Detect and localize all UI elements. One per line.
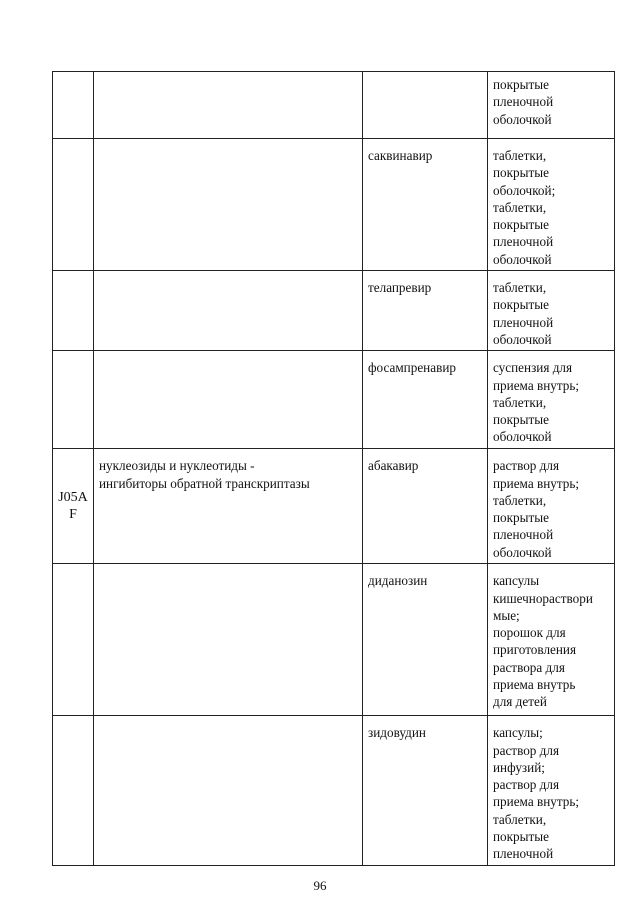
form-cell: раствор для приема внутрь; таблетки, покрытые пленочной оболочкой <box>488 449 615 564</box>
form-cell: суспензия для приема внутрь; таблетки, покрытые оболочкой <box>488 351 615 449</box>
table-row <box>53 351 615 449</box>
drug-cell: зидовудин <box>363 716 488 866</box>
table-row <box>53 564 615 716</box>
code-cell <box>53 72 94 139</box>
drug-cell: абакавир <box>363 449 488 564</box>
drug-cell: телапревир <box>363 271 488 351</box>
group-cell <box>94 351 363 449</box>
drug-table <box>52 71 615 866</box>
code-cell <box>53 271 94 351</box>
code-cell: J05A F <box>53 449 94 564</box>
table-row <box>53 271 615 351</box>
drug-cell: саквинавир <box>363 139 488 271</box>
code-cell <box>53 716 94 866</box>
table-row <box>53 139 615 271</box>
drug-cell: фосампренавир <box>363 351 488 449</box>
group-cell <box>94 72 363 139</box>
group-cell <box>94 564 363 716</box>
form-cell: капсулы кишечнораствори мые; порошок для приготовления раствора для приема внутрь для детей <box>488 564 615 716</box>
code-cell <box>53 139 94 271</box>
code-cell <box>53 351 94 449</box>
table-row <box>53 716 615 866</box>
table-row <box>53 72 615 139</box>
code-cell <box>53 564 94 716</box>
group-cell <box>94 271 363 351</box>
drug-cell <box>363 72 488 139</box>
form-cell: таблетки, покрытые пленочной оболочкой <box>488 271 615 351</box>
form-cell: таблетки, покрытые оболочкой; таблетки, покрытые пленочной оболочкой <box>488 139 615 271</box>
group-cell <box>94 716 363 866</box>
form-cell: капсулы; раствор для инфузий; раствор для приема внутрь; таблетки, покрытые пленочной <box>488 716 615 866</box>
group-cell: нуклеозиды и нуклеотиды - ингибиторы обратной транскриптазы <box>94 449 363 564</box>
group-cell <box>94 139 363 271</box>
drug-cell: диданозин <box>363 564 488 716</box>
form-cell: покрытые пленочной оболочкой <box>488 72 615 139</box>
page-number: 96 <box>313 878 327 893</box>
table-row <box>53 449 615 564</box>
